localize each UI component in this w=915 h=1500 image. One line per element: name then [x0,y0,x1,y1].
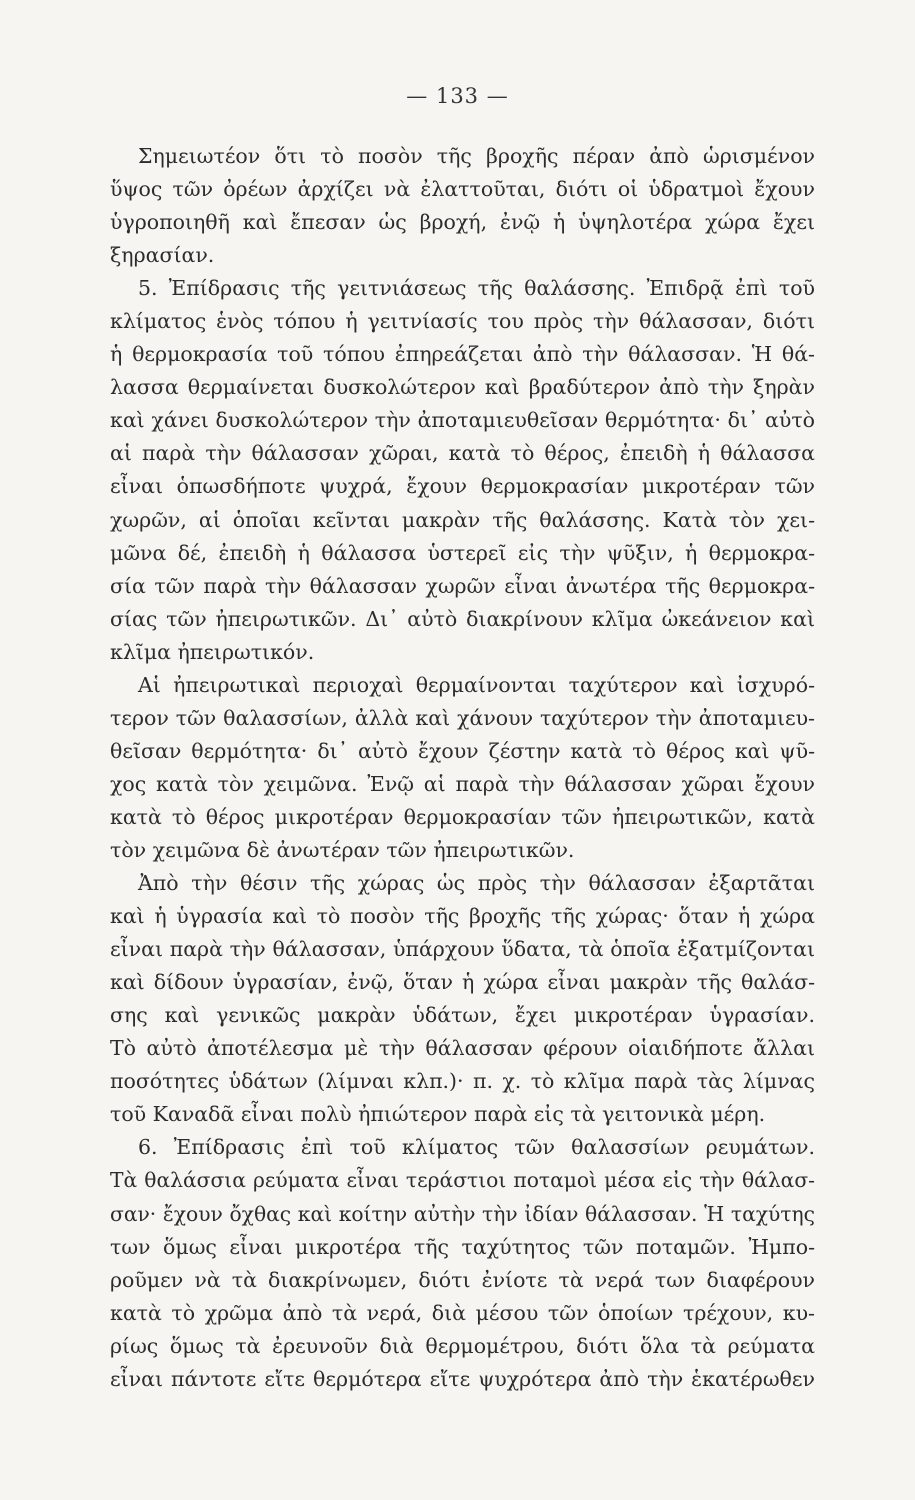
text-line: ὑγροποιηθῆ καὶ ἔπεσαν ὡς βροχή, ἐνῷ ἡ ὑψηλοτέρα χώρα ἔχει [110,210,815,235]
text-line: Τὸ αὐτὸ ἀποτέλεσμα μὲ τὴν θάλασσαν φέρουν οἱαιδήποτε ἄλλαι [110,1036,815,1061]
text-line: κατὰ τὸ χρῶμα ἀπὸ τὰ νερά, διὰ μέσου τῶν ὁποίων τρέχουν, κυ- [110,1300,815,1325]
text-line: ροῦμεν νὰ τὰ διακρίνωμεν, διότι ἐνίοτε τὰ νερά των διαφέρουν [110,1267,815,1292]
text-line: 5. Ἐπίδρασις τῆς γειτνιάσεως τῆς θαλάσσης. Ἐπιδρᾷ ἐπὶ τοῦ [138,276,815,301]
text-line: ρίως ὅμως τὰ ἐρευνοῦν διὰ θερμομέτρου, διότι ὅλα τὰ ρεύματα [110,1333,815,1358]
text-line: 6. Ἐπίδρασις ἐπὶ τοῦ κλίματος τῶν θαλασσίων ρευμάτων. [138,1135,815,1160]
text-line: Τὰ θαλάσσια ρεύματα εἶναι τεράστιοι ποταμοὶ μέσα εἰς τὴν θάλασ- [110,1168,815,1193]
text-line: αἱ παρὰ τὴν θάλασσαν χῶραι, κατὰ τὸ θέρος, ἐπειδὴ ἡ θάλασσα [110,441,815,466]
text-line: λασσα θερμαίνεται δυσκολώτερον καὶ βραδύτερον ἀπὸ τὴν ξηρὰν [110,375,815,400]
text-line: Αἱ ἠπειρωτικαὶ περιοχαὶ θερμαίνονται ταχύτερον καὶ ἰσχυρό- [138,672,815,697]
text-line: τοῦ Καναδᾶ εἶναι πολὺ ἠπιώτερον παρὰ εἰς τὰ γειτονικὰ μέρη. [110,1102,766,1127]
text-line: ὕψος τῶν ὀρέων ἀρχίζει νὰ ἐλαττοῦται, διότι οἱ ὑδρατμοὶ ἔχουν [110,177,815,202]
text-line: καὶ δίδουν ὑγρασίαν, ἐνῷ, ὅταν ἡ χώρα εἶναι μακρὰν τῆς θαλάσ- [110,970,815,995]
text-line: εἶναι πάντοτε εἴτε θερμότερα εἴτε ψυχρότερα ἀπὸ τὴν ἑκατέρωθεν [110,1366,815,1391]
text-line: των ὅμως εἶναι μικροτέρα τῆς ταχύτητος τῶν ποταμῶν. Ἠμπο- [110,1234,815,1259]
page-number: — 133 — [406,84,509,108]
text-line: χος κατὰ τὸν χειμῶνα. Ἐνῷ αἱ παρὰ τὴν θάλασσαν χῶραι ἔχουν [110,771,815,796]
text-line: σία τῶν παρὰ τὴν θάλασσαν χωρῶν εἶναι ἀνωτέρα τῆς θερμοκρα- [110,573,815,598]
text-line: χωρῶν, αἱ ὁποῖαι κεῖνται μακρὰν τῆς θαλάσσης. Κατὰ τὸν χει- [110,507,815,532]
text-line: μῶνα δέ, ἐπειδὴ ἡ θάλασσα ὑστερεῖ εἰς τὴν ψῦξιν, ἡ θερμοκρα- [110,540,815,565]
text-line: σίας τῶν ἠπειρωτικῶν. Δι᾿ αὐτὸ διακρίνουν κλῖμα ὠκεάνειον καὶ [110,606,815,631]
text-line: σης καὶ γενικῶς μακρὰν ὑδάτων, ἔχει μικροτέραν ὑγρασίαν. [110,1003,815,1028]
text-line: θεῖσαν θερμότητα· δι᾿ αὐτὸ ἔχουν ζέστην κατὰ τὸ θέρος καὶ ψῦ- [110,738,815,763]
text-line: τερον τῶν θαλασσίων, ἀλλὰ καὶ χάνουν ταχύτερον τὴν ἀποταμιευ- [110,705,815,730]
text-line: ἡ θερμοκρασία τοῦ τόπου ἐπηρεάζεται ἀπὸ τὴν θάλασσαν. Ἡ θά- [110,342,815,367]
text-line: κλίματος ἑνὸς τόπου ἡ γειτνίασίς του πρὸς τὴν θάλασσαν, διότι [110,309,815,334]
text-line: κατὰ τὸ θέρος μικροτέραν θερμοκρασίαν τῶν ἠπειρωτικῶν, κατὰ [110,804,815,829]
text-line: σαν· ἔχουν ὄχθας καὶ κοίτην αὐτὴν τὴν ἰδίαν θάλασσαν. Ἡ ταχύτης [110,1201,815,1226]
text-line: εἶναι ὁπωσδήποτε ψυχρά, ἔχουν θερμοκρασίαν μικροτέραν τῶν [110,474,815,499]
text-line: καὶ ἡ ὑγρασία καὶ τὸ ποσὸν τῆς βροχῆς τῆς χώρας· ὅταν ἡ χώρα [110,904,815,929]
text-line: καὶ χάνει δυσκολώτερον τὴν ἀποταμιευθεῖσαν θερμότητα· δι᾿ αὐτὸ [110,408,815,433]
text-line: ξηρασίαν. [110,243,215,268]
text-line: εἶναι παρὰ τὴν θάλασσαν, ὑπάρχουν ὕδατα, τὰ ὁποῖα ἐξατμίζονται [110,937,815,962]
text-line: Σημειωτέον ὅτι τὸ ποσὸν τῆς βροχῆς πέραν ἀπὸ ὡρισμένον [138,144,815,168]
body-text [110,140,815,1396]
text-line: ποσότητες ὑδάτων (λίμναι κλπ.)· π. χ. τὸ κλῖμα παρὰ τὰς λίμνας [110,1069,815,1094]
text-line: Ἀπὸ τὴν θέσιν τῆς χώρας ὡς πρὸς τὴν θάλασσαν ἐξαρτᾶται [138,871,815,896]
text-line: κλῖμα ἠπειρωτικόν. [110,639,315,664]
text-line: τὸν χειμῶνα δὲ ἀνωτέραν τῶν ἠπειρωτικῶν. [110,837,575,862]
